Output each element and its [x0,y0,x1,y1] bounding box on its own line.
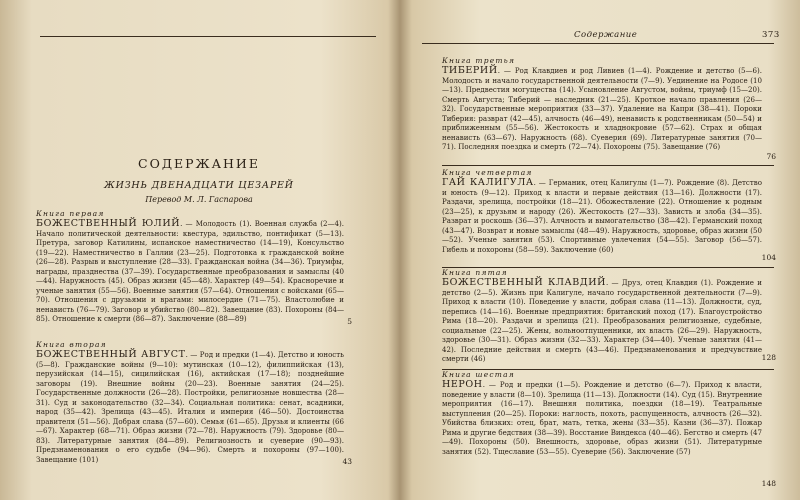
entry-heading: НЕРОН [442,379,483,390]
section-rule [442,165,774,166]
entry-text: . — Друз, отец Клавдия (1). Рождение и детство (2—5). Жизнь при Калигуле, начало государственной деятельности (7—9). Приход к власти (10). Поведение у власти, добрая слава (11—13). Должности, суд, перепись (14—16). Военные предприятия: британский поход (17). Благоустройство Рима (18—20). Раздачи и зрелища (21). Преобразования религиозные, судебные, социальные (22—25). Жены, вольноотпущенники, их власть (26—29). Наружность, здоровье (30—31). Образ жизни (32—33). Характер (34—40). Ученые занятия (41—42). Последние действия и смерть (43—46). Предзнаменования и предчувствие смерти (46) [442,278,762,363]
page-number: 148 [761,479,776,488]
entry-text: . — Род и предки (1—5). Рождение и детство (6—7). Приход к власти, поведение у власти (8—10). Зрелища (11—13). Должности (14). Суд (15). Внутренние мероприятия (16—17). Внешняя политика, поездки (18—19). Театральные выступления (20—25). Пороки: наглость, похоть, распущенность, алчность (26—32). Убийства близких: отец, брат, мать, тетка, жены (33—35). Казни (36—37). Пожар Рима и другие бедствия (38—39). Восстание Виндекса (40—46). Бегство и смерть (47—49). Похороны (50). Внешность, здоровье, образ жизни (51). Литературные занятия (52). Тщеславие (53—55). Суеверие (56). Заключение (57) [442,380,762,456]
book-label: Книга шестая [442,370,515,379]
entry-heading: ТИБЕРИЙ [442,65,498,76]
entry-text: . — Германик, отец Калигулы (1—7). Рождение (8). Детство и юность (9—12). Приход к власти и первые действия (13—16). Должности (17). Раздачи, зрелища, постройки (18—21). Обожествление (22). Отношение к родным (23—25), к друзьям и народу (26). Жестокость (27—33). Зависть и злоба (34—35). Разврат и роскошь (36—37). Алчность и вымогательство (38—42). Германский поход (43—47). Возврат и новые замыслы (48—49). Наружность, здоровье, образ жизни (50—52). Ученые занятия (53). Спортивные увлечения (54—55). Заговор (56—57). Гибель и похороны (58—59). Заключение (60) [442,178,762,254]
book-label: Книга четвертая [442,168,533,177]
contents-title: СОДЕРЖАНИЕ [138,156,260,171]
entry-heading: БОЖЕСТВЕННЫЙ ЮЛИЙ [36,218,181,229]
translator-credit: Перевод М. Л. Гаспарова [145,195,253,204]
toc-entry [442,66,762,152]
running-head: Содержание [574,30,638,40]
page-number: 5 [347,317,352,326]
book-label: Книга третья [442,56,516,65]
book-label: Книга пятая [442,268,508,277]
folio: 373 [762,30,780,40]
entry-heading: ГАЙ КАЛИГУЛА [442,177,534,188]
toc-entry [36,350,344,464]
page-number: 128 [761,353,776,362]
left-page [0,0,398,500]
top-rule [422,43,774,44]
top-rule [40,36,376,37]
book-label: Книга вторая [36,340,107,349]
page-number: 104 [761,253,776,262]
work-title: ЖИЗНЬ ДВЕНАДЦАТИ ЦЕЗАРЕЙ [104,180,294,191]
toc-entry [442,380,762,456]
toc-entry [442,278,762,364]
page-number: 76 [766,152,776,161]
entry-heading: БОЖЕСТВЕННЫЙ АВГУСТ [36,349,186,360]
entry-text: . — Молодость (1). Военная служба (2—4). Начало политической деятельности: квестура, эдильство, понтификат (5—13). Претура, заговор Катилины, испанское наместничество (14—19), Консульство (19—22). Наместничество в Галлии (23—25). Подготовка к гражданской войне (26—28). Разрыв и выступление (28—33). Гражданская война (34—36). Триумфы, награды, празднества (37—39). Государственные преобразования и замыслы (40—44). Наружность (45). Образ жизни (45—48). Характер (49—54). Красноречие и ученые занятия (55—56). Военные занятия (57—64). Отношения с войсками (65—70). Отношения с друзьями и врагами: милосердие (71—75). Властолюбие и ненависть (76—79). Заговор и убийство (80—82). Завещание (83). Похороны (84—85). Отношение к смерти (86—87). Заключение (88—89) [36,219,344,323]
toc-entry [442,178,762,254]
entry-heading: БОЖЕСТВЕННЫЙ КЛАВДИЙ [442,277,606,288]
right-page [402,0,800,500]
book-label: Книга первая [36,209,105,218]
page-number: 43 [342,457,352,466]
entry-text: . — Род и предки (1—4). Детство и юность (5—8). Гражданские войны (9—10): мутинская (10—12), филиппийская (13), перузийская (14—15), сицилийская (16), актийская (17—18); позднейшие заговоры (19). Внешние войны (20—23). Военные занятия (24—25). Государственные должности (26—28). Постройки, религиозные новшества (28—31). Суд и законодательство (32—34). Социальная политика: сенат, всадники, народ (35—42). Зрелища (43—45). Италия и империя (46—50). Достоинства правителя (51—56). Добрая слава (57—60). Семья (61—65). Друзья и клиенты (66—67). Характер (68—71). Образ жизни (72—78). Наружность (79). Здоровье (80—83). Литературные занятия (84—89). Религиозность и суеверие (90—93). Предзнаменования о его судьбе (94—96). Смерть и похороны (97—100). Завещание (101) [36,350,344,464]
entry-text: . — Род Клавдиев и род Ливиев (1—4). Рождение и детство (5—6). Молодость и начало государственной деятельности (7—9). Уединение на Родосе (10—13). Предвестия могущества (14). Усыновление Августом, войны, триумф (15—20). Смерть Августа; Тиберий — наследник (21—25). Кроткое начало правления (26—32). Государственные мероприятия (33—37). Удаление на Капри (38—41). Пороки Тиберия: разврат (42—45), алчность (46—49), ненависть к родственникам (50—54) и приближенным (55—56). Жестокость и хладнокровие (57—62). Страх и общая ненависть (63—67). Наружность (68). Суеверия (69). Литературные занятия (70—71). Последняя поездка и смерть (72—74). Похороны (75). Завещание (76) [442,66,762,151]
toc-entry [36,219,344,324]
